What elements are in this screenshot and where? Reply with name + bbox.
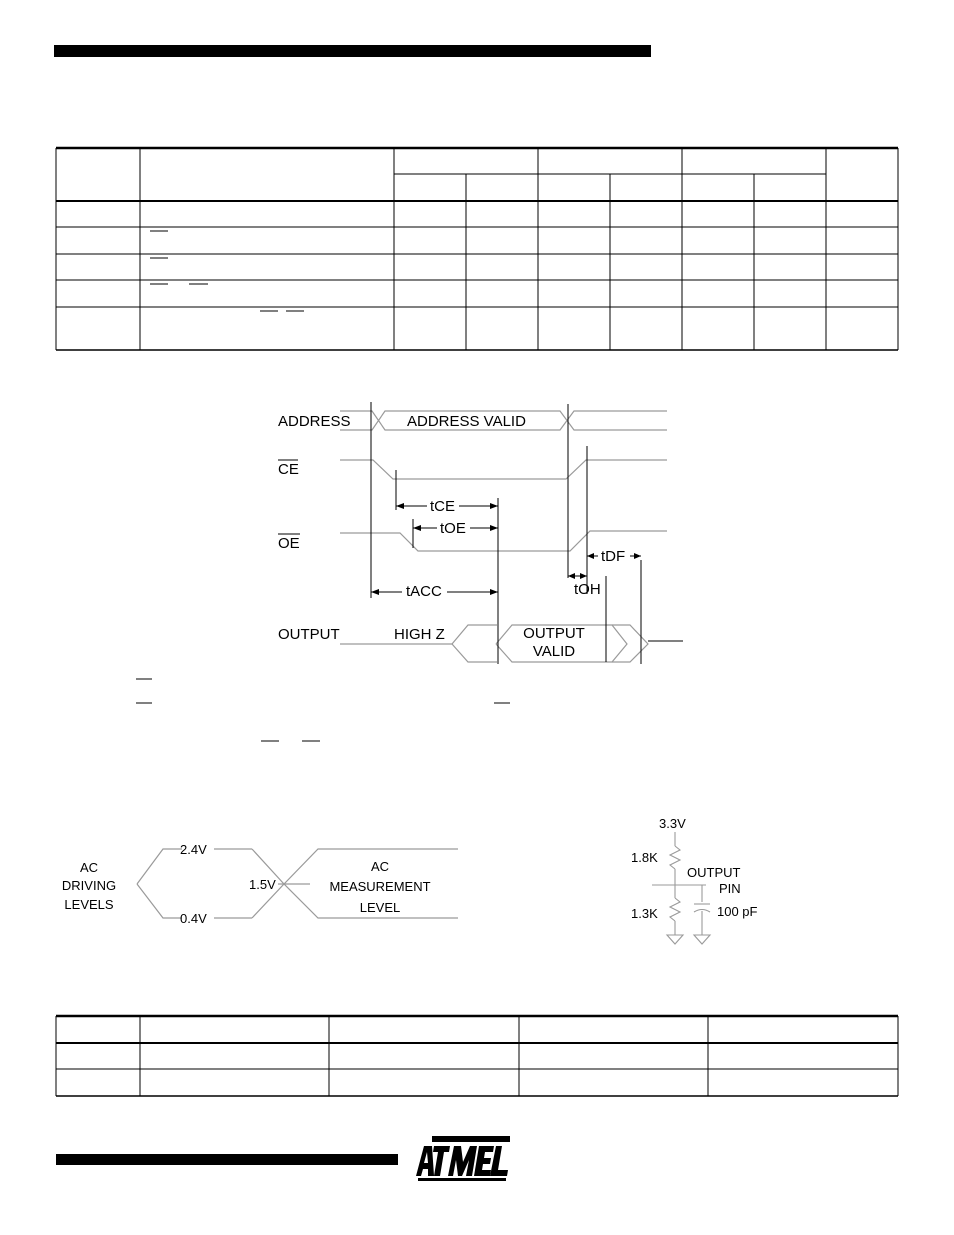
driving-label-line2: DRIVING xyxy=(61,878,117,893)
driving-label-line1: AC xyxy=(79,860,99,875)
measure-label-line1: AC xyxy=(370,859,390,874)
measure-label-line2: MEASUREMENT xyxy=(329,879,431,894)
tacc-label: tACC xyxy=(406,583,442,600)
output-label: OUTPUT xyxy=(278,626,340,643)
supply-voltage-label: 3.3V xyxy=(659,816,686,831)
output-pin-label-line1: OUTPUT xyxy=(687,865,741,880)
capacitance-label: 100 pF xyxy=(717,904,758,919)
footer-bar xyxy=(56,1154,398,1165)
v-high-label: 2.4V xyxy=(180,842,207,857)
r-top-label: 1.8K xyxy=(631,850,658,865)
v-low-label: 0.4V xyxy=(180,911,207,926)
address-label: ADDRESS xyxy=(278,413,351,430)
output-valid-label-line1: OUTPUT xyxy=(523,625,585,642)
driving-label-line3: LEVELS xyxy=(64,897,114,912)
oe-label: OE xyxy=(278,535,300,552)
toh-label: tOH xyxy=(574,581,601,598)
measure-label-line3: LEVEL xyxy=(359,900,401,915)
output-valid-label-line2: VALID xyxy=(532,643,576,660)
ce-label: CE xyxy=(278,461,299,478)
address-valid-label: ADDRESS VALID xyxy=(407,413,526,430)
output-pin-label-line2: PIN xyxy=(719,881,741,896)
tdf-label: tDF xyxy=(601,548,626,565)
atmel-logo xyxy=(410,1132,516,1182)
v-mid-label: 1.5V xyxy=(249,877,276,892)
tce-label: tCE xyxy=(430,498,456,515)
r-bottom-label: 1.3K xyxy=(631,906,658,921)
high-z-label: HIGH Z xyxy=(394,626,445,643)
toe-label: tOE xyxy=(440,520,466,537)
